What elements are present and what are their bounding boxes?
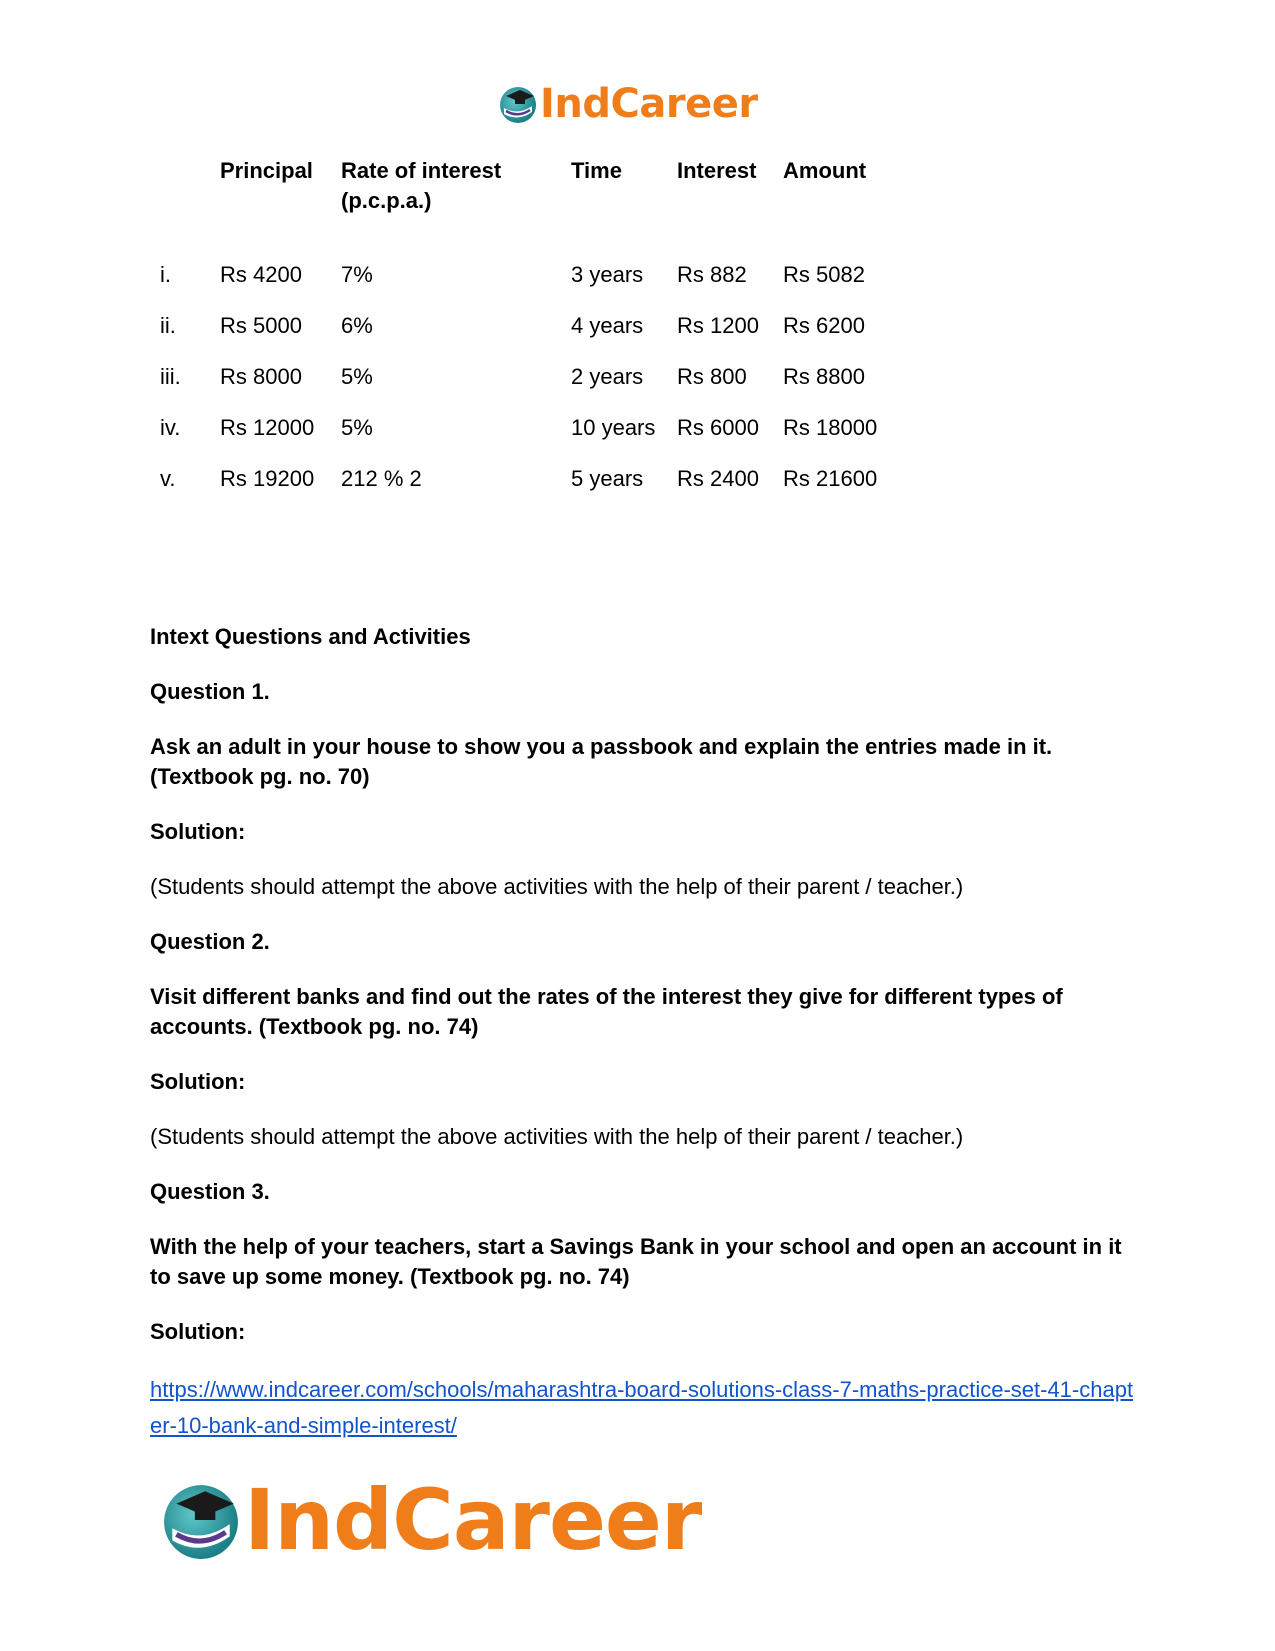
- logo-text: IndCareer: [540, 81, 758, 127]
- footer-logo: [160, 1471, 702, 1569]
- cell-interest: Rs 2400: [677, 466, 759, 491]
- logo-text: IndCareer: [244, 1471, 702, 1569]
- cell-time: 3 years: [571, 262, 644, 287]
- header-amount: Amount: [783, 158, 867, 183]
- question-label: Question 2.: [150, 929, 270, 954]
- header-interest: Interest: [677, 158, 757, 183]
- header-time: Time: [571, 158, 622, 183]
- table-row: [150, 311, 893, 362]
- source-link[interactable]: https://www.indcareer.com/schools/maharashtra-board-solutions-class-7-maths-practice-set-41-chapter-10-bank-and-simple-interest/: [150, 1377, 1134, 1438]
- cell-time: 5 years: [571, 466, 644, 491]
- cell-time: 10 years: [571, 415, 656, 440]
- cell-amount: Rs 18000: [783, 415, 878, 440]
- cell-amount: Rs 5082: [783, 262, 865, 287]
- cell-time: 2 years: [571, 364, 644, 389]
- section-title: Intext Questions and Activities: [150, 624, 471, 649]
- table-row: [150, 413, 893, 464]
- table-header-row: [150, 156, 893, 260]
- cell-principal: Rs 8000: [220, 364, 302, 389]
- solution-label: Solution:: [150, 819, 246, 844]
- cell-index: iii.: [160, 364, 181, 389]
- graduation-cap-globe-icon: [498, 84, 538, 124]
- cell-amount: Rs 21600: [783, 466, 878, 491]
- solution-text: (Students should attempt the above activities with the help of their parent / teacher.): [150, 874, 964, 899]
- question-label: Question 1.: [150, 679, 270, 704]
- cell-principal: Rs 4200: [220, 262, 302, 287]
- graduation-cap-globe-icon: [160, 1479, 242, 1561]
- cell-rate: 6%: [341, 313, 373, 338]
- cell-amount: Rs 8800: [783, 364, 865, 389]
- cell-principal: Rs 5000: [220, 313, 302, 338]
- question-label: Question 3.: [150, 1179, 270, 1204]
- interest-table: [150, 156, 893, 515]
- main-content: [150, 622, 1140, 1444]
- cell-interest: Rs 6000: [677, 415, 759, 440]
- cell-rate: 5%: [341, 364, 373, 389]
- cell-interest: Rs 1200: [677, 313, 759, 338]
- header-rate: Rate of interest (p.c.p.a.): [341, 158, 502, 213]
- question-text: Visit different banks and find out the rates of the interest they give for different types of accounts. (Textbook pg. no. 74): [150, 984, 1063, 1039]
- solution-text: (Students should attempt the above activities with the help of their parent / teacher.): [150, 1124, 964, 1149]
- cell-amount: Rs 6200: [783, 313, 865, 338]
- cell-rate: 7%: [341, 262, 373, 287]
- cell-principal: Rs 19200: [220, 466, 315, 491]
- cell-interest: Rs 882: [677, 262, 747, 287]
- solution-label: Solution:: [150, 1319, 246, 1344]
- cell-rate: 212 % 2: [341, 466, 422, 491]
- header-index: [150, 156, 220, 260]
- cell-interest: Rs 800: [677, 364, 747, 389]
- cell-principal: Rs 12000: [220, 415, 315, 440]
- solution-label: Solution:: [150, 1069, 246, 1094]
- cell-rate: 5%: [341, 415, 373, 440]
- cell-index: iv.: [160, 415, 181, 440]
- table-row: [150, 464, 893, 515]
- table-row: [150, 260, 893, 311]
- header-logo: [498, 80, 758, 128]
- table-row: [150, 362, 893, 413]
- cell-time: 4 years: [571, 313, 644, 338]
- cell-index: v.: [160, 466, 176, 491]
- header-principal: Principal: [220, 158, 313, 183]
- question-text: With the help of your teachers, start a Savings Bank in your school and open an account in it to save up some money. (Textbook pg. no. 74): [150, 1234, 1122, 1289]
- cell-index: i.: [160, 262, 171, 287]
- question-text: Ask an adult in your house to show you a passbook and explain the entries made in it. (Textbook pg. no. 70): [150, 734, 1053, 789]
- cell-index: ii.: [160, 313, 176, 338]
